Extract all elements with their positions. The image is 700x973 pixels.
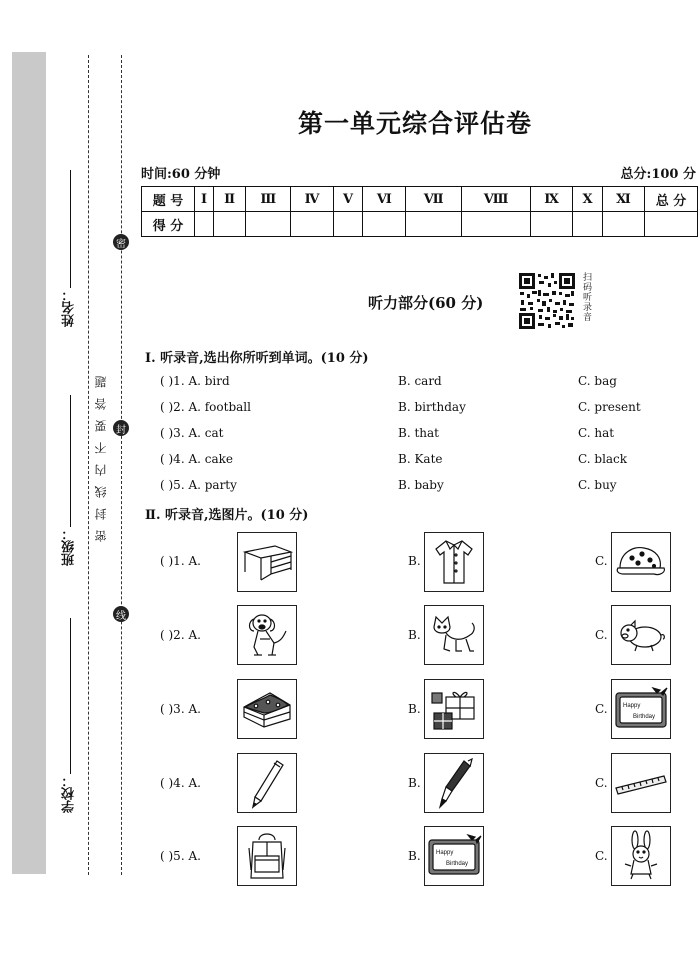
question-option-b[interactable]: B. baby (398, 478, 444, 492)
option-b-label: B. (408, 628, 421, 642)
binding-strip (12, 52, 46, 874)
score-header-cell: Ⅵ (363, 187, 406, 212)
score-cell[interactable] (195, 212, 214, 237)
option-b-label: B. (408, 702, 421, 716)
option-c-label: C. (595, 776, 608, 790)
total-score: 总分:100 分 (620, 167, 696, 182)
question-option-c[interactable]: C. hat (578, 426, 615, 440)
class-field-line[interactable] (70, 395, 71, 527)
score-header-cell: 总 分 (645, 187, 698, 212)
score-cell[interactable] (406, 212, 462, 237)
shirt-icon[interactable] (424, 532, 484, 592)
picture-question-label: ( )2. A. (160, 628, 201, 642)
score-header-cell: Ⅷ (462, 187, 531, 212)
card-text-birthday: Birthday (446, 861, 469, 867)
score-table-header-row (142, 187, 698, 212)
score-header-cell: Ⅴ (333, 187, 363, 212)
dashed-line (88, 55, 89, 875)
option-c-label: C. (595, 628, 608, 642)
picture-question-label: ( )5. A. (160, 849, 201, 863)
question-option-b[interactable]: B. card (398, 374, 442, 388)
pig-icon[interactable] (611, 605, 671, 665)
score-cell[interactable] (363, 212, 406, 237)
part2-title: Ⅱ. 听录音,选图片。(10 分) (145, 508, 309, 523)
score-header-cell: 题 号 (142, 187, 195, 212)
seal-mark-feng: 封 (113, 420, 129, 436)
rabbit-icon[interactable] (611, 826, 671, 886)
score-cell[interactable] (246, 212, 291, 237)
question-option-c[interactable]: C. buy (578, 478, 617, 492)
question-option-b[interactable]: B. Kate (398, 452, 443, 466)
score-header-cell: Ⅲ (246, 187, 291, 212)
cat-icon[interactable] (424, 605, 484, 665)
score-cell[interactable] (645, 212, 698, 237)
option-c-label: C. (595, 702, 608, 716)
score-table (141, 186, 698, 237)
listening-section-title: 听力部分(60 分) (368, 294, 484, 312)
score-header-cell: Ⅳ (291, 187, 333, 212)
bag-icon[interactable] (237, 826, 297, 886)
score-cell[interactable] (602, 212, 644, 237)
name-field-line[interactable] (70, 170, 71, 288)
score-header-cell: Ⅺ (602, 187, 644, 212)
picture-question-label: ( )3. A. (160, 702, 201, 716)
card-text-happy: Happy (623, 703, 641, 709)
seal-mark-mi: 密 (113, 234, 129, 250)
score-cell[interactable] (291, 212, 333, 237)
seal-mark-xian: 线 (113, 606, 129, 622)
picture-question-label: ( )4. A. (160, 776, 201, 790)
option-c-label: C. (595, 849, 608, 863)
qr-code-icon[interactable] (518, 272, 576, 330)
name-label: 姓名： (62, 288, 77, 327)
question-option-a[interactable]: ( )1. A. bird (160, 374, 230, 388)
ruler-icon[interactable] (611, 753, 671, 813)
score-header-cell: Ⅶ (406, 187, 462, 212)
question-option-c[interactable]: C. black (578, 452, 628, 466)
option-b-label: B. (408, 849, 421, 863)
cake-icon[interactable] (237, 679, 297, 739)
option-b-label: B. (408, 554, 421, 568)
card-text-birthday: Birthday (633, 714, 656, 720)
question-option-b[interactable]: B. birthday (398, 400, 466, 414)
question-option-c[interactable]: C. bag (578, 374, 617, 388)
option-c-label: C. (595, 554, 608, 568)
score-cell[interactable] (214, 212, 246, 237)
time-limit: 时间:60 分钟 (141, 167, 221, 182)
cap-icon[interactable] (611, 532, 671, 592)
pen-icon[interactable] (424, 753, 484, 813)
school-field-line[interactable] (70, 618, 71, 774)
score-cell[interactable] (573, 212, 603, 237)
question-option-b[interactable]: B. that (398, 426, 439, 440)
exam-title: 第一单元综合评估卷 (297, 109, 532, 138)
picture-question-label: ( )1. A. (160, 554, 201, 568)
score-cell[interactable] (531, 212, 573, 237)
pencil-icon[interactable] (237, 753, 297, 813)
birthday-card-icon[interactable] (424, 826, 484, 886)
dog-icon[interactable] (237, 605, 297, 665)
seal-line-note: 密封线内不要答题 (94, 366, 108, 542)
score-header-cell: Ⅸ (531, 187, 573, 212)
question-option-a[interactable]: ( )4. A. cake (160, 452, 233, 466)
part1-title: Ⅰ. 听录音,选出你所听到单词。(10 分) (145, 351, 369, 366)
score-header-cell: Ⅹ (573, 187, 603, 212)
question-option-a[interactable]: ( )3. A. cat (160, 426, 224, 440)
birthday-card-icon[interactable] (611, 679, 671, 739)
score-header-cell: Ⅱ (214, 187, 246, 212)
class-label: 班级： (62, 527, 77, 566)
dashed-line (121, 55, 122, 875)
score-table-score-row (142, 212, 698, 237)
score-row-label: 得 分 (142, 212, 195, 237)
score-cell[interactable] (462, 212, 531, 237)
question-option-a[interactable]: ( )2. A. football (160, 400, 251, 414)
card-text-happy: Happy (436, 850, 454, 856)
question-option-a[interactable]: ( )5. A. party (160, 478, 237, 492)
desk-icon[interactable] (237, 532, 297, 592)
present-icon[interactable] (424, 679, 484, 739)
school-label: 学校： (62, 774, 77, 813)
question-option-c[interactable]: C. present (578, 400, 641, 414)
qr-caption: 扫码听录音 (581, 272, 591, 322)
score-cell[interactable] (333, 212, 363, 237)
score-header-cell: Ⅰ (195, 187, 214, 212)
option-b-label: B. (408, 776, 421, 790)
